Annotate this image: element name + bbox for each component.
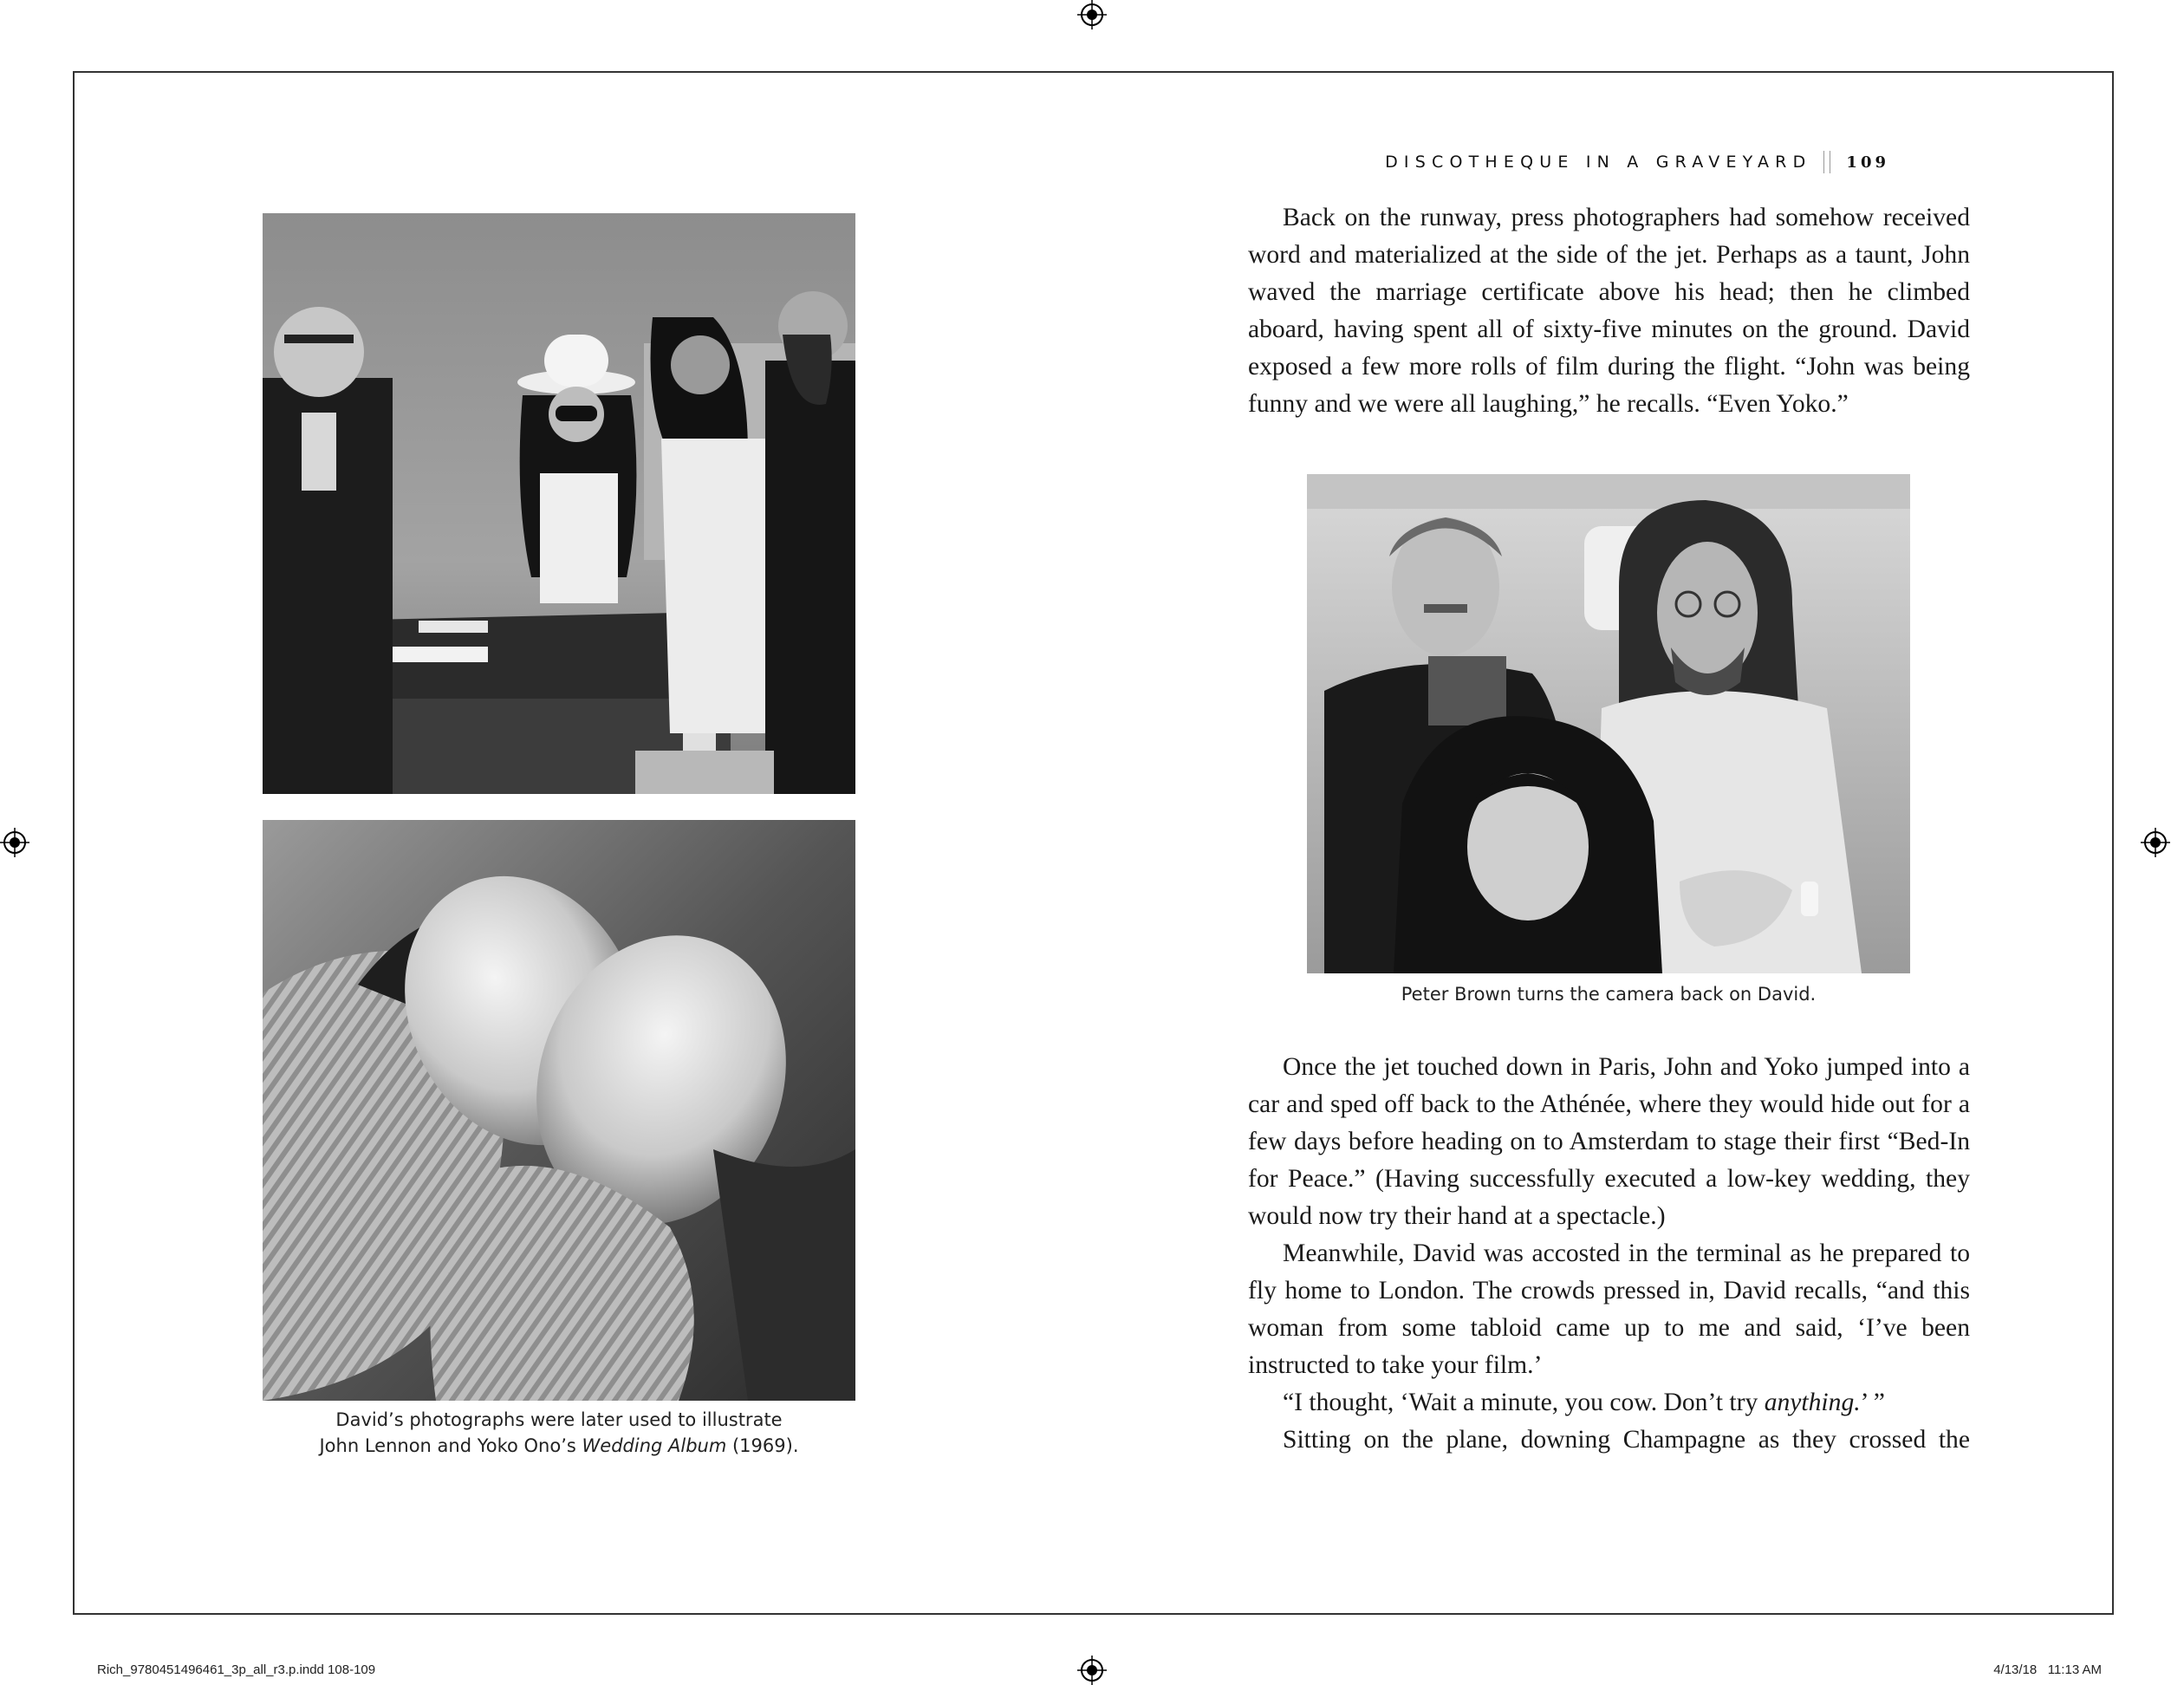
caption-line-2-pre: John Lennon and Yoko Ono’s <box>319 1435 582 1456</box>
paragraph-runway: Back on the runway, press photographers had somehow received word and materialized at the side of the jet. Perhaps as a taunt, John waved the marriage certificate above his head; then he climbed aboard, having spent all of sixty-five minutes on the ground. David exposed a few more rolls of film during the flight. “John was being funny and we were all laughing,” he recalls. “Even Yoko.” <box>1248 204 1970 418</box>
footer-timestamp: 4/13/18 11:13 AM <box>1993 1662 2102 1677</box>
caption-line-1: David’s photographs were later used to illustrate <box>335 1409 783 1430</box>
running-head <box>1335 149 1889 175</box>
wedding-ceremony-photo <box>263 213 855 794</box>
quote-post: ’ ” <box>1860 1389 1885 1416</box>
body-text-bottom <box>1248 1049 1970 1459</box>
right-photo-caption: Peter Brown turns the camera back on David. <box>1401 984 1817 1005</box>
registration-mark-top-icon <box>1077 0 1107 29</box>
left-photo-caption <box>263 1407 855 1459</box>
quote-pre: “I thought, ‘Wait a minute, you cow. Don’t try <box>1283 1389 1765 1416</box>
hat-embrace-photo <box>263 820 855 1401</box>
plane-portrait-photo <box>1307 474 1910 973</box>
registration-mark-right-icon <box>2141 828 2170 857</box>
wedding-album-title: Wedding Album <box>582 1435 727 1456</box>
registration-mark-bottom-icon <box>1077 1656 1107 1685</box>
caption-line-2-post: (1969). <box>726 1435 799 1456</box>
page-number: 109 <box>1846 153 1889 172</box>
quote-emphasis: anything. <box>1764 1389 1861 1416</box>
paragraph-terminal: Meanwhile, David was accosted in the terminal as he prepared to fly home to London. The crowds pressed in, David recalls, “and this woman from some tabloid came up to me and said, ‘I’ve been instructed to take your film.’ <box>1248 1239 1970 1379</box>
body-text-top <box>1248 199 1970 423</box>
registration-mark-left-icon <box>0 828 29 857</box>
paragraph-quote <box>1248 1384 1970 1422</box>
caption-line-2 <box>263 1433 855 1459</box>
running-head-separator <box>1823 151 1830 173</box>
chapter-title: DISCOTHEQUE IN A GRAVEYARD <box>1385 153 1812 172</box>
paragraph-paris: Once the jet touched down in Paris, John and Yoko jumped into a car and sped off back to the Athénée, where they would hide out for a few days before heading on to Amsterdam to stage their first “Bed-In for Peace.” (Having successfully executed a low-key wedding, they would now try their hand at a spectacle.) <box>1248 1053 1970 1230</box>
paragraph-plane: Sitting on the plane, downing Champagne as they crossed the <box>1283 1426 1970 1454</box>
footer-file-slug: Rich_9780451496461_3p_all_r3.p.indd 108-109 <box>97 1662 376 1677</box>
